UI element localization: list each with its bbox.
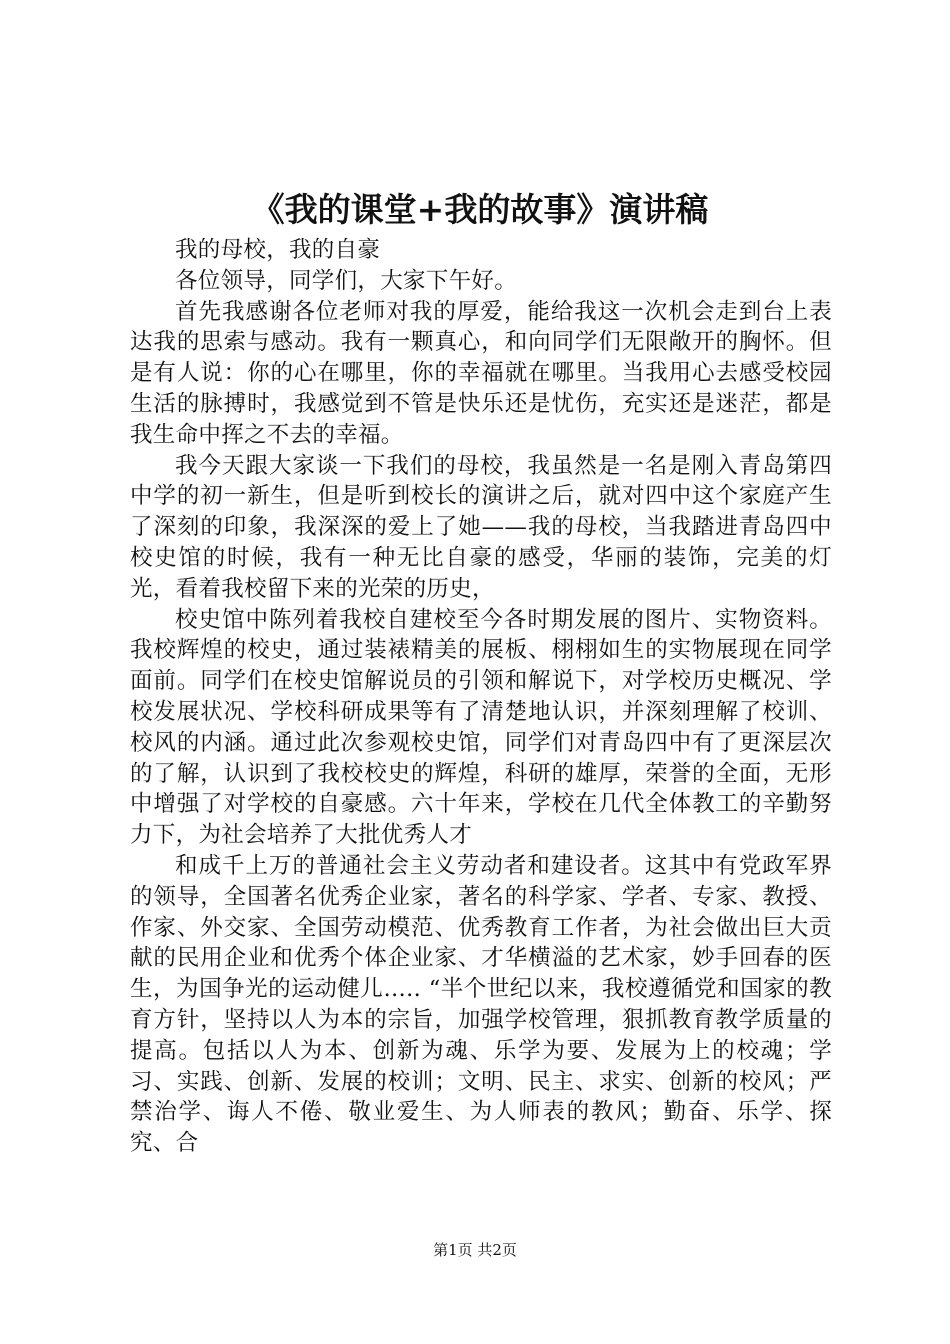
paragraph: 我今天跟大家谈一下我们的母校，我虽然是一名是刚入青岛第四中学的初一新生，但是听到校长的演讲之后，就对四中这个家庭产生了深刻的印象，我深深的爱上了她——我的母校，当我踏进青岛四中校史馆的时候，我有一种无比自豪的感受，华丽的装饰，完美的灯光，看着我校留下来的光荣的历史， [130,452,832,602]
paragraph: 校史馆中陈列着我校自建校至今各时期发展的图片、实物资料。我校辉煌的校史，通过装裱精美的展板、栩栩如生的实物展现在同学面前。同学们在校史馆解说员的引领和解说下，对学校历史概况、学校发展状况、学校科研成果等有了清楚地认识，并深刻理解了校训、校风的内涵。通过此次参观校史馆，同学们对青岛四中有了更深层次的了解，认识到了我校校史的辉煌，科研的雄厚，荣誉的全面，无形中增强了对学校的自豪感。六十年来，学校在几代全体教工的辛勤努力下，为社会培养了大批优秀人才 [130,606,832,849]
document-body [130,235,832,1159]
paragraph: 和成千上万的普通社会主义劳动者和建设者。这其中有党政军界的领导，全国著名优秀企业家，著名的科学家、学者、专家、教授、作家、外交家、全国劳动模范、优秀教育工作者，为社会做出巨大贡献的民用企业和优秀个体企业家、才华横溢的艺术家，妙手回春的医生，为国争光的运动健儿….. “半个世纪以来，我校遵循党和国家的教育方针，坚持以人为本的宗旨，加强学校管理，狠抓教育教学质量的提高。包括以人为本、创新为魂、乐学为要、发展为上的校魂；学习、实践、创新、发展的校训；文明、民主、求实、创新的校风；严禁治学、诲人不倦、敬业爱生、为人师表的教风；勤奋、乐学、探究、合 [130,852,832,1157]
page-number-footer: 第1页 共2页 [433,1241,517,1259]
paragraph-heading: 我的母校，我的自豪 [175,237,381,263]
paragraph: 首先我感谢各位老师对我的厚爱，能给我这一次机会走到台上表达我的思索与感动。我有一颗真心，和向同学们无限敞开的胸怀。但是有人说：你的心在哪里，你的幸福就在哪里。当我用心去感受校园生活的脉搏时，我感觉到不管是快乐还是忧伤，充实还是迷茫，都是我生命中挥之不去的幸福。 [130,298,832,448]
paragraph-greeting: 各位领导，同学们，大家下午好。 [175,267,518,294]
document-title: 《我的课堂+我的故事》演讲稿 [251,190,709,229]
